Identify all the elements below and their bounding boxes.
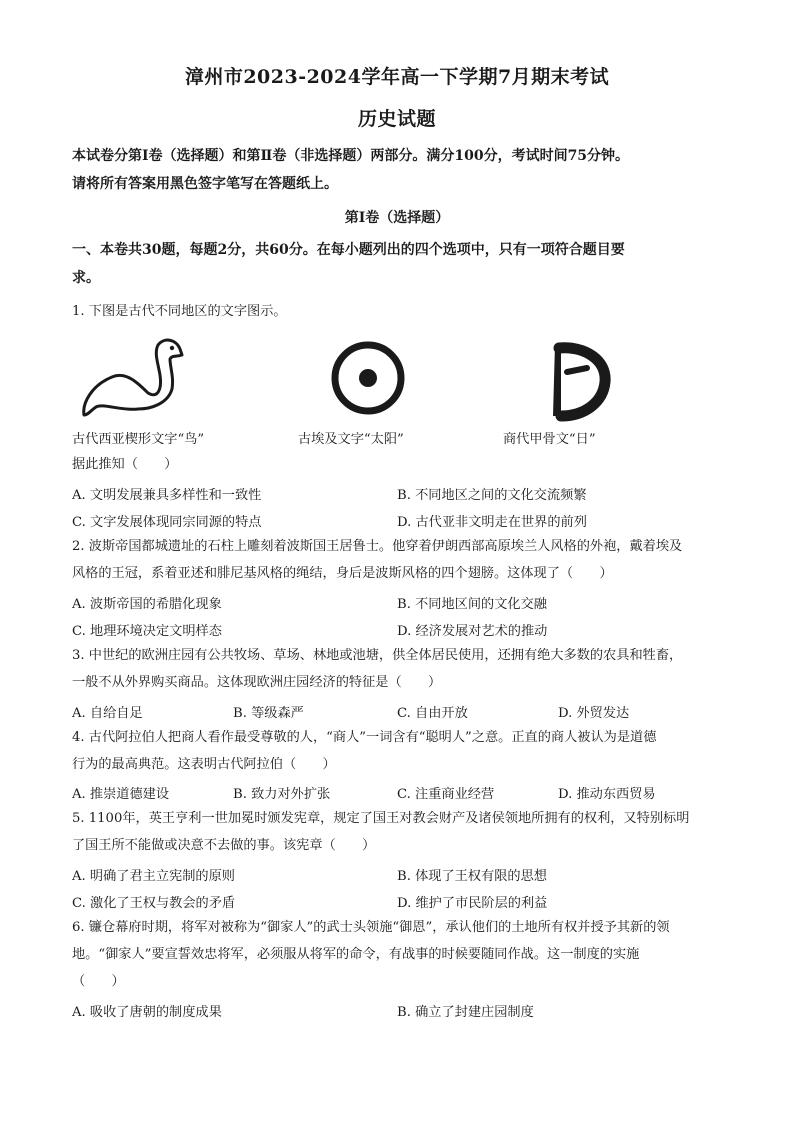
caption-bird: 古代西亚楔形文字“鸟” [72,432,205,447]
question-4-text-line-2: 行为的最高典范。这表明古代阿拉伯（ ） [72,757,336,772]
question-6-text-line-2: 地。“御家人”要宣誓效忠将军，必须服从将军的命令，有战事的时候要随同作战。这一制度的实施 [72,947,640,962]
subject-title: 历史试题 [357,108,436,130]
caption-sun: 古埃及文字“太阳” [298,432,404,447]
question-1-option-c[interactable]: C. 文字发展体现同宗同源的特点 [72,515,262,530]
question-2-option-c[interactable]: C. 地理环境决定文明样态 [72,624,222,639]
question-2-option-a[interactable]: A. 波斯帝国的希腊化现象 [72,597,222,612]
question-3-text-line-2: 一般不从外界购买商品。这体现欧洲庄园经济的特征是（ ） [72,675,442,690]
sun-glyph-icon [328,338,408,418]
caption-ri: 商代甲骨文“日” [503,432,596,447]
section-heading-line-2: 求。 [72,270,100,286]
question-1-prompt: 据此推知（ ） [72,457,178,472]
question-2-option-b[interactable]: B. 不同地区间的文化交融 [397,597,547,612]
question-1-option-d[interactable]: D. 古代亚非文明走在世界的前列 [397,515,587,530]
question-5-option-c[interactable]: C. 激化了王权与教会的矛盾 [72,896,236,911]
question-4-option-b[interactable]: B. 致力对外扩张 [233,787,331,802]
section-title: 第Ⅰ卷（选择题） [344,210,450,226]
question-5-option-d[interactable]: D. 维护了市民阶层的利益 [397,896,548,911]
question-5-option-a[interactable]: A. 明确了君主立宪制的原则 [72,869,235,884]
question-6-text-line-1: 6. 镰仓幕府时期，将军对被称为“御家人”的武士头领施“御恩”，承认他们的土地所有权并授予其新的领 [72,920,670,935]
question-3-option-b[interactable]: B. 等级森严 [233,706,304,721]
question-4-text-line-1: 4. 古代阿拉伯人把商人看作最受尊敬的人，“商人”一词含有“聪明人”之意。正直的商人被认为是道德 [72,730,657,745]
section-heading-line-1: 一、本卷共30题，每题2分，共60分。在每小题列出的四个选项中，只有一项符合题目要 [72,242,625,258]
oracle-ri-glyph-icon [545,338,611,422]
question-3-option-c[interactable]: C. 自由开放 [397,706,468,721]
question-2-text-line-1: 2. 波斯帝国都城遗址的石柱上雕刻着波斯国王居鲁士。他穿着伊朗西部高原埃兰人风格的外袍，戴着埃及 [72,539,683,554]
bird-glyph-icon [78,333,188,421]
exam-title: 漳州市2023-2024学年高一下学期7月期末考试 [184,66,610,88]
question-5-text-line-2: 了国王所不能做或决意不去做的事。该宪章（ ） [72,838,376,853]
question-4-option-d[interactable]: D. 推动东西贸易 [558,787,656,802]
instruction-line-1: 本试卷分第Ⅰ卷（选择题）和第Ⅱ卷（非选择题）两部分。满分100分，考试时间75分钟。 [72,148,630,164]
question-4-option-c[interactable]: C. 注重商业经营 [397,787,495,802]
question-3-option-d[interactable]: D. 外贸发达 [558,706,630,721]
question-1-text: 1. 下图是古代不同地区的文字图示。 [72,304,287,319]
question-1-option-b[interactable]: B. 不同地区之间的文化交流频繁 [397,488,587,503]
question-5-option-b[interactable]: B. 体现了王权有限的思想 [397,869,547,884]
question-2-option-d[interactable]: D. 经济发展对艺术的推动 [397,624,548,639]
instruction-line-2: 请将所有答案用黑色签字笔写在答题纸上。 [72,176,338,192]
question-3-text-line-1: 3. 中世纪的欧洲庄园有公共牧场、草场、林地或池塘，供全体居民使用，还拥有绝大多数的农具和牲畜， [72,648,683,663]
question-4-option-a[interactable]: A. 推崇道德建设 [72,787,170,802]
question-1-option-a[interactable]: A. 文明发展兼具多样性和一致性 [72,488,262,503]
question-5-text-line-1: 5. 1100年，英王亨利一世加冕时颁发宪章，规定了国王对教会财产及诸侯领地所拥有的权利，又特别标明 [72,811,690,826]
question-6-text-line-3: （ ） [72,974,125,989]
question-3-option-a[interactable]: A. 自给自足 [72,706,143,721]
question-6-option-b[interactable]: B. 确立了封建庄园制度 [397,1005,534,1020]
question-2-text-line-2: 风格的王冠，系着亚述和腓尼基风格的绳结，身后是波斯风格的四个翅膀。这体现了（ ） [72,566,613,581]
question-6-option-a[interactable]: A. 吸收了唐朝的制度成果 [72,1005,222,1020]
